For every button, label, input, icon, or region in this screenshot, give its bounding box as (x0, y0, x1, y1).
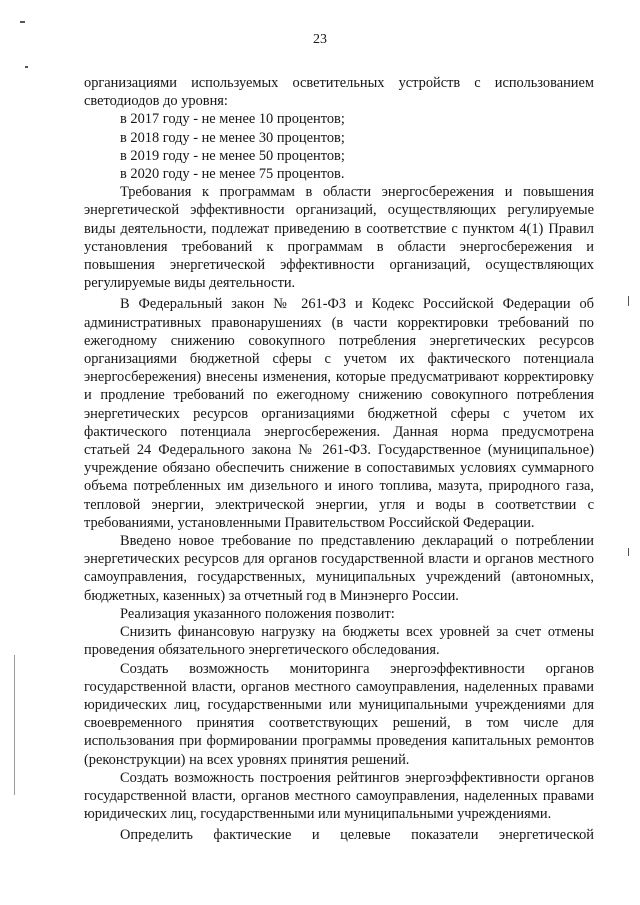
paragraph: Требования к программам в области энергосбережения и повышения энергетической эффективности организаций, осуществляющих регулируемые виды деятельности, подлежат приведению в соответствие с пунктом 4(1) Правил установления требований к программам в области энергосбережения и повышения энергетической эффективности организаций, осуществляющих регулируемые виды деятельности. (84, 184, 594, 292)
scan-mark (628, 296, 629, 306)
page-number: 23 (313, 32, 327, 47)
list-item: в 2017 году - не менее 10 процентов; (120, 111, 345, 128)
list-item: в 2019 году - не менее 50 процентов; (120, 147, 345, 164)
scan-mark (14, 655, 15, 795)
paragraph: Реализация указанного положения позволит: (120, 605, 395, 622)
paragraph: Введено новое требование по представлению деклараций о потреблении энергетических ресурсов для органов государственной власти и органов местного самоуправления, государственных, муниципальных учреждений (автономных, бюджетных, казенных) за отчетный год в Минэнерго России. (84, 533, 594, 604)
list-item: в 2020 году - не менее 75 процентов. (120, 166, 345, 183)
paragraph: В Федеральный закон № 261-ФЗ и Кодекс Российской Федерации об административных правонарушениях (в части корректировки требований по ежегодному снижению совокупного потребления энергетических ресурсов организациями бюджетной сферы с учетом их фактического потенциала энергосбережения) внесены изменения, которые предусматривают корректировку и продление требований по ежегодному снижению совокупного потребления энергетических ресурсов организациями бюджетной сферы с учетом их фактического потенциала энергосбережения. Данная норма предусмотрена статьей 24 Федерального закона № 261-ФЗ. Государственное (муниципальное) учреждение обязано обеспечить снижение в сопоставимых условиях суммарного объема потребленных им дизельного и иного топлива, мазута, природного газа, тепловой энергии, электрической энергии, угля и воды в соответствии с требованиями, установленными Правительством Российской Федерации. (84, 296, 594, 531)
list-item: в 2018 году - не менее 30 процентов; (120, 129, 345, 146)
scan-mark (628, 548, 629, 556)
document-body (84, 74, 594, 845)
scan-mark (25, 66, 28, 68)
paragraph: организациями используемых осветительных устройств с использованием светодиодов до уровня: (84, 75, 594, 110)
paragraph: Создать возможность мониторинга энергоэффективности органов государственной власти, органов местного самоуправления, наделенных правами юридических лиц, государственными или муниципальными учреждениями для своевременного принятия соответствующих решений, в том числе для использования при формировании программы проведения капитальных ремонтов (реконструкции) на всех уровнях принятия решений. (84, 660, 594, 768)
paragraph: Создать возможность построения рейтингов энергоэффективности органов государственной власти, органов местного самоуправления, наделенных правами юридических лиц, государственными или муниципальными учреждениями. (84, 769, 594, 823)
scan-mark (20, 21, 25, 23)
paragraph: Определить фактические и целевые показатели энергетической (120, 827, 594, 844)
paragraph: Снизить финансовую нагрузку на бюджеты всех уровней за счет отмены проведения обязательного энергетического обследования. (84, 624, 594, 659)
